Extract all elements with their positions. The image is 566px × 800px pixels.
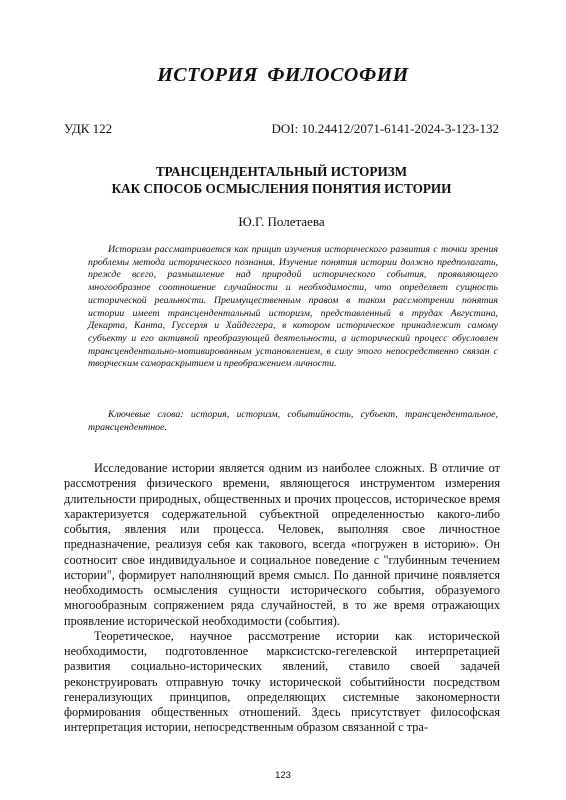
- article-title-line-1: ТРАНСЦЕНДЕНТАЛЬНЫЙ ИСТОРИЗМ: [155, 164, 408, 179]
- meta-row: [64, 121, 499, 137]
- udk-code: УДК 122: [64, 121, 113, 136]
- abstract: [88, 244, 498, 371]
- article-body: [64, 461, 500, 736]
- author-name: Ю.Г. Полетаева: [238, 214, 325, 229]
- article-title: [64, 163, 499, 197]
- body-paragraph-2: Теоретическое, научное рассмотрение истории как исторической необходимости, подготовленное марксистско-гегелевской интерпретацией развития социально-исторических явлений, ставило своей задачей реконструировать отправную точку исторической событийности посредством генерализующих принципов, определяющих системные закономерности формирования общественных отношений. Здесь присутствует философская интерпретация истории, непосредственным образом связанной с тра-: [64, 628, 500, 735]
- doi: DOI: 10.24412/2071-6141-2024-3-123-132: [271, 121, 499, 136]
- abstract-text: Историзм рассматривается как прицип изучения исторического развития с точки зрения проблемы метода исторического познания. Изучение понятия истории должно предполагать, прежде всего, размышление над природой исторического события, проявляющего многообразное соотношение случайности и необходимости, что определяет сущность исторической реальности. Преимущественным правом в таком рассмотрении понятия истории имеет трансцендентальный историзм, представленный в трудах Августина, Декарта, Канта, Гуссерля и Хайдеггера, в котором историческое принадлежит самому субъекту и его активной преобразующей деятельности, а исторический процесс обусловлен трансцендентально-мотивированным установлением, в силу этого непосредственно связан с творческим самораскрытием и преображением личности.: [88, 244, 498, 370]
- page-number: 123: [275, 770, 291, 781]
- body-paragraph-1: Исследование истории является одним из наиболее сложных. В отличие от рассмотрения физического времени, являющегося инструментом измерения длительности природных, общественных и прочих процессов, историческое время характеризуется содержательной субъектной определенностью какого-либо события, явления или процесса. Человек, выполняя свое личностное предназначение, реализуя себя как такового, всегда «погружен в историю». Он соотносит свое индивидуальное и социальное поведение с "глубинным течением истории", формирует наполняющий время смысл. По данной причине появляется необходимость осмысления сущности исторического события, образуемого многообразным сопряжением ряда случайностей, в то же время отражающих проявление исторической необходимости (события).: [64, 461, 500, 628]
- article-title-line-2: КАК СПОСОБ ОСМЫСЛЕНИЯ ПОНЯТИЯ ИСТОРИИ: [111, 181, 452, 196]
- keywords: Ключевые слова: история, историзм, событийность, субъект, трансцендентальное, трансцендентное.: [88, 409, 498, 433]
- section-title: ИСТОРИЯ ФИЛОСОФИИ: [157, 64, 409, 86]
